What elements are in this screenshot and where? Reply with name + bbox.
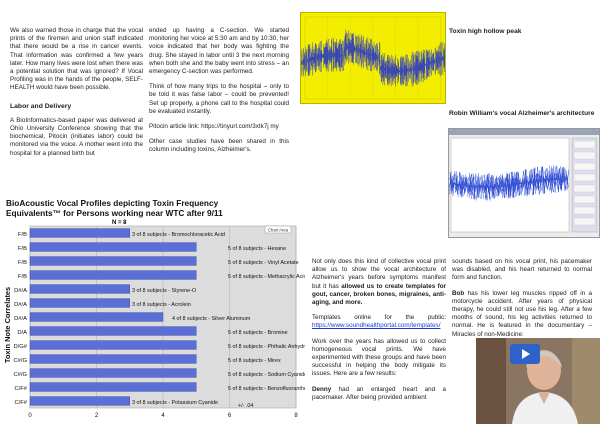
bar-label: 3 of 8 subjects - Acrolein — [132, 302, 191, 308]
x-tick-label: 2 — [94, 413, 99, 419]
bar-label: 5 of 8 subjects - Benzofluoranthene — [228, 386, 305, 392]
bar — [30, 383, 196, 392]
bar — [30, 369, 196, 378]
bar-label: 4 of 8 subjects - Silver Aluminum — [172, 316, 251, 322]
play-button[interactable] — [510, 344, 540, 364]
panel-control — [574, 218, 595, 225]
panel-control — [574, 185, 595, 192]
pacemaker-paragraph: sounds based on his vocal print, his pacemaker was disabled, and his heart returned to normal form and function. — [452, 258, 592, 282]
panel-control — [574, 207, 595, 214]
labor-heading: Labor and Delivery — [10, 102, 72, 110]
category-label: F/B — [17, 274, 27, 281]
alzheimer-spectrum — [449, 129, 599, 237]
bottom-middle-column — [312, 258, 446, 409]
category-label: C/F# — [14, 400, 27, 407]
bar — [30, 257, 196, 266]
category-label: F/B — [17, 246, 27, 253]
bar-label: 3 of 8 subjects - Bromochloracetic Acid — [132, 232, 225, 238]
category-label: D#/A — [14, 302, 27, 309]
bar — [30, 285, 130, 294]
labor-paragraph: A BioInformatics-based paper was delivered at Ohio University Conference showing that the biochemical, Pitocin (initiates labor) could be monitored via the voice. A mother went into the hospital for a planned birth but — [10, 116, 143, 157]
false-labor-paragraph: Think of how many trips to the hospital – only to be told it was false labor – could be prevented! Set up properly, a phone call to the hospital could be evaluated instantly. — [149, 83, 289, 115]
csection-paragraph: ended up having a C-section. We started monitoring her voice at 5:30 am and by 10:30, her voice indicated that her body was fighting the drug. She stayed in labor until 3 the next morning when both she and the baby went into stress – an emergency C-section was performed. — [149, 27, 289, 76]
sd-label: +/- .04 — [238, 403, 254, 409]
panel-control — [574, 174, 595, 181]
category-label: C/F# — [14, 386, 27, 393]
bar — [30, 271, 196, 280]
chart-title — [6, 198, 223, 218]
category-label: F/B — [17, 232, 27, 239]
panel-control — [574, 163, 595, 170]
x-tick-label: 8 — [294, 413, 298, 419]
bar-label: 5 of 8 subjects - Phthalic Anhydride — [228, 344, 305, 350]
bar — [30, 313, 163, 322]
wtc-paragraph: We also warned those in charge that the vocal prints of the firemen and union staff indicated that there would be a rise in cancer events. That information was confirmed a few years later. How many lives were lost when there was a potential solution that was ignored? If Vocal Profiling was in the hands of the people, SELF-HEALTH would have been possible. — [10, 27, 143, 92]
bar-label: 3 of 8 subjects - Potassium Cyanide — [132, 400, 218, 406]
chart-n-label: N = 8 — [112, 220, 127, 226]
bar-label: 5 of 8 subjects - Sodium Cyanide — [228, 372, 305, 378]
panel-control — [574, 141, 595, 148]
x-tick-label: 0 — [28, 413, 32, 419]
toxin-waveform-figure — [300, 12, 446, 104]
category-label: D#/A — [14, 288, 27, 295]
bar-label: 5 of 8 subjects - Bromine — [228, 330, 288, 336]
bar — [30, 355, 196, 364]
left-column — [10, 27, 143, 165]
category-label: D#/A — [14, 316, 27, 323]
bob-paragraph: Bob has his lower leg muscles ripped off in a motorcycle accident. After years of physical therapy, he could still not use his leg. After a few months of sound, his leg activities returned to normal. He is featured in the documentary – Miracles of non-Medicine: — [452, 289, 592, 338]
bar-label: 3 of 8 subjects - Styrene-O — [132, 288, 197, 294]
results-paragraph: Work over the years has allowed us to collect homogeneous vocal prints. We have experimented with these groups and have been successful in helping the body mitigate its issues. Here are a few results: — [312, 337, 446, 378]
denny-paragraph: Denny had an enlarged heart and a pacemaker. After being provided ambient — [312, 385, 446, 401]
category-label: C#/G — [13, 372, 27, 379]
case-studies-paragraph: Other case studies have been shared in this column including toxins, Alzheimer's. — [149, 138, 289, 154]
toxin-chart — [0, 196, 305, 424]
y-axis-label: Toxin Note Correlates — [3, 286, 12, 364]
bar — [30, 243, 196, 252]
chart-title-line-2: Equivalents™ for Persons working near WTC after 9/11 — [6, 208, 223, 218]
templates-link[interactable]: https://www.soundhealthportal.com/templates/ — [312, 322, 441, 330]
category-label: D/A — [17, 330, 27, 337]
panel-control — [574, 152, 595, 159]
category-label: D/G# — [13, 344, 27, 351]
bar-label: 5 of 8 subjects - Vinyl Acetate — [228, 260, 299, 266]
window-titlebar — [449, 129, 599, 135]
middle-column — [149, 27, 289, 162]
bar-label: 5 of 8 subjects - Hexane — [228, 246, 287, 252]
pitocin-link-paragraph[interactable]: Pitocin article link: https://tinyurl.com/3xtk7j my — [149, 123, 279, 131]
bar-label: 5 of 8 subjects - Mirex — [228, 358, 281, 364]
documentary-video[interactable] — [476, 338, 600, 424]
category-label: F/B — [17, 260, 27, 267]
bar — [30, 327, 196, 336]
category-label: C#/G — [13, 358, 27, 365]
templates-intro: Not only does this kind of collective vocal print allow us to show the vocal architecture of Alzheimer's years before symptoms manifest but it has allowed us to create templates for gout, cancer, broken bones, migraines, anti-aging, and more. — [312, 258, 446, 307]
x-tick-label: 6 — [227, 413, 232, 419]
chart-title-line-1: BioAcoustic Vocal Profiles depicting Toxin Frequency — [6, 198, 219, 208]
panel-control — [574, 196, 595, 203]
bar — [30, 229, 130, 238]
bar-label: 5 of 8 subjects - Methacrylic Acid — [228, 274, 305, 280]
legend-label: Chart Area — [268, 227, 289, 233]
toxin-caption: Toxin high hollow peak — [449, 28, 522, 35]
bottom-right-column — [452, 258, 592, 346]
play-icon — [510, 344, 540, 364]
alzheimer-spectrum-figure — [448, 128, 600, 238]
bar — [30, 341, 196, 350]
toxin-waveform — [301, 13, 445, 103]
bar — [30, 397, 130, 406]
bar — [30, 299, 130, 308]
x-tick-label: 4 — [161, 413, 165, 419]
templates-link-paragraph: Templates online for the public: https://www.soundhealthportal.com/templates/ — [312, 314, 446, 330]
toxin-chart-svg — [0, 196, 305, 424]
robin-caption: Robin William's vocal Alzheimer's architecture — [449, 110, 595, 117]
